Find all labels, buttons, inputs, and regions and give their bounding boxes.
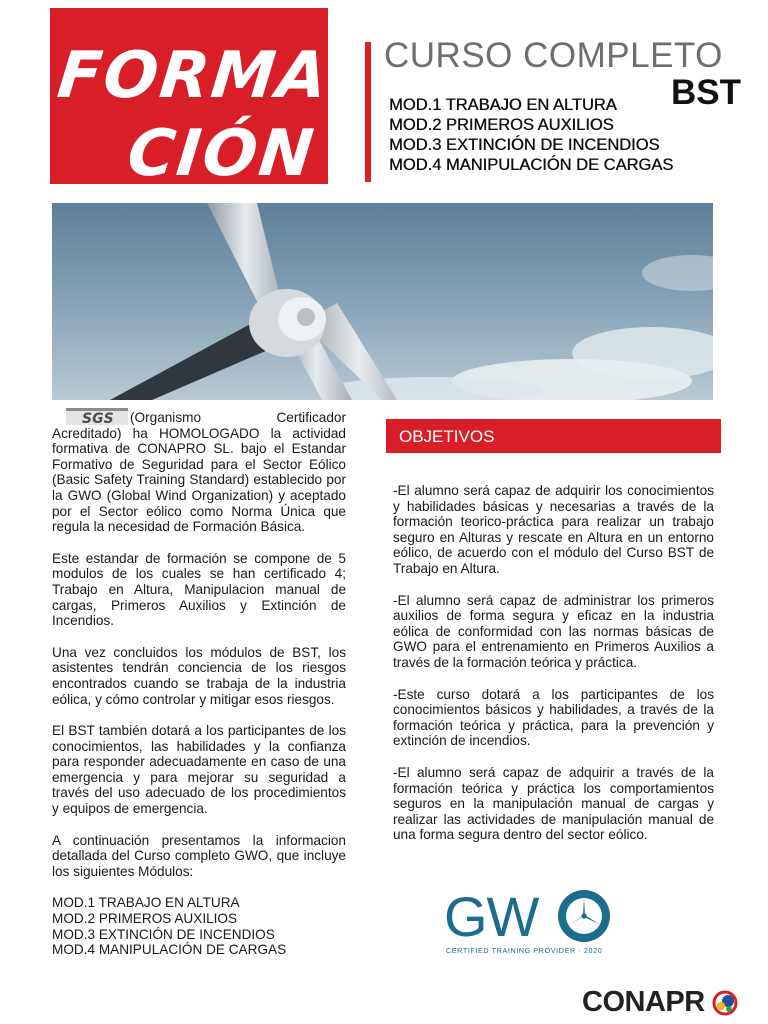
objectives-header: [386, 419, 721, 453]
sgs-logo-text: SGS: [82, 411, 114, 425]
module-item: MOD.2 PRIMEROS AUXILIOS: [52, 911, 238, 927]
gwo-logo-text: GW: [444, 886, 539, 948]
homologation-paragraph: [52, 408, 346, 535]
objectives-column: [393, 483, 714, 859]
header-module-item: MOD.3 EXTINCIÓN DE INCENDIOS: [389, 136, 660, 154]
homologation-text: (Organismo Certificador Acreditado) ha HOMOLOGADO la actividad formativa de CONAPRO SL. bajo el Estandar Formativo de Seguridad para el Sector Eólico (Basic Safety Training Standard) establecido por la GWO (Global Wind Organization) y aceptado por el Sector eólico como Norma Única que regula la necesidad de Formación Básica.: [52, 410, 346, 535]
objective-item: -El alumno será capaz de adquirir los conocimientos y habilidades básicas y necesarias a través de la formación teorico-práctica para realizar un trabajo seguro en Alturas y rescate en Altura en un entorno eólico, de acuerdo con el módulo del Curso BST de Trabajo en Altura.: [393, 483, 714, 576]
emergency-paragraph: El BST también dotará a los participantes de los conocimientos, las habilidades y la confianza para responder adecuadamente en caso de una emergencia y para mejorar su seguridad a través del uso adecuado de los procedimientos y equipos de emergencia.: [52, 723, 346, 817]
header-module-item: MOD.1 TRABAJO EN ALTURA: [389, 96, 617, 114]
gwo-logo: [444, 886, 614, 958]
module-item: MOD.1 TRABAJO EN ALTURA: [52, 895, 240, 911]
header-divider: [365, 42, 371, 182]
wind-turbine-photo: [52, 203, 713, 400]
header-module-list: [389, 95, 673, 175]
module-list: [52, 895, 346, 957]
objective-item: -El alumno será capaz de administrar los primeros auxilios de forma segura y eficaz en la industria eólica de conformidad con las normas básicas de GWO para el entrenamiento en Primeros Auxilios a través de la formación teórica y práctica.: [393, 592, 714, 670]
conapro-logo-text: CONAPR: [582, 986, 705, 1018]
module-item: MOD.3 EXTINCIÓN DE INCENDIOS: [52, 926, 275, 942]
conapro-logo: [582, 986, 744, 1020]
gwo-subtitle: CERTIFIED TRAINING PROVIDER · 2020: [446, 946, 603, 955]
formacion-word-line2: CIÓN: [124, 117, 319, 191]
risks-paragraph: Una vez concluidos los módulos de BST, los asistentes tendrán conciencia de los riesgos encontrados cuando se trabaja de la industria eólica, y cómo controlar y mitigar esos riesgos.: [52, 644, 346, 707]
header-module-item: MOD.4 MANIPULACIÓN DE CARGAS: [389, 156, 674, 174]
objectives-title: OBJETIVOS: [399, 427, 495, 446]
intro-column: [52, 408, 346, 958]
header-module-item: MOD.2 PRIMEROS AUXILIOS: [389, 116, 614, 134]
conapro-o-icon: [712, 990, 740, 1016]
course-title: CURSO COMPLETO: [384, 36, 723, 75]
formacion-word-line1: FORMA: [54, 39, 333, 113]
course-code: BST: [671, 73, 741, 112]
objective-item: -Este curso dotará a los participantes de los conocimientos básicos y habilidades, a través de la formación teórica y práctica, para la prevención y extinción de incendios.: [393, 686, 714, 749]
objective-item: -El alumno será capaz de adquirir a través de la formación teórica y práctica los comportamientos seguros en la manipulación manual de cargas y realizar las actividades de manipulación manual de una forma segura dentro del sector eólico.: [393, 764, 714, 843]
module-item: MOD.4 MANIPULACIÓN DE CARGAS: [52, 942, 287, 958]
formacion-banner: [50, 8, 333, 191]
standard-paragraph: Este estandar de formación se compone de 5 modulos de los cuales se han certificado 4; Trabajo en Altura, Manipulacion manual de cargas, Primeros Auxilios y Extinción de Incendios.: [52, 550, 346, 629]
sgs-logo: [66, 408, 128, 425]
details-paragraph: A continuación presentamos la informacion detallada del Curso completo GWO, que incluye los siguientes Módulos:: [52, 832, 346, 879]
